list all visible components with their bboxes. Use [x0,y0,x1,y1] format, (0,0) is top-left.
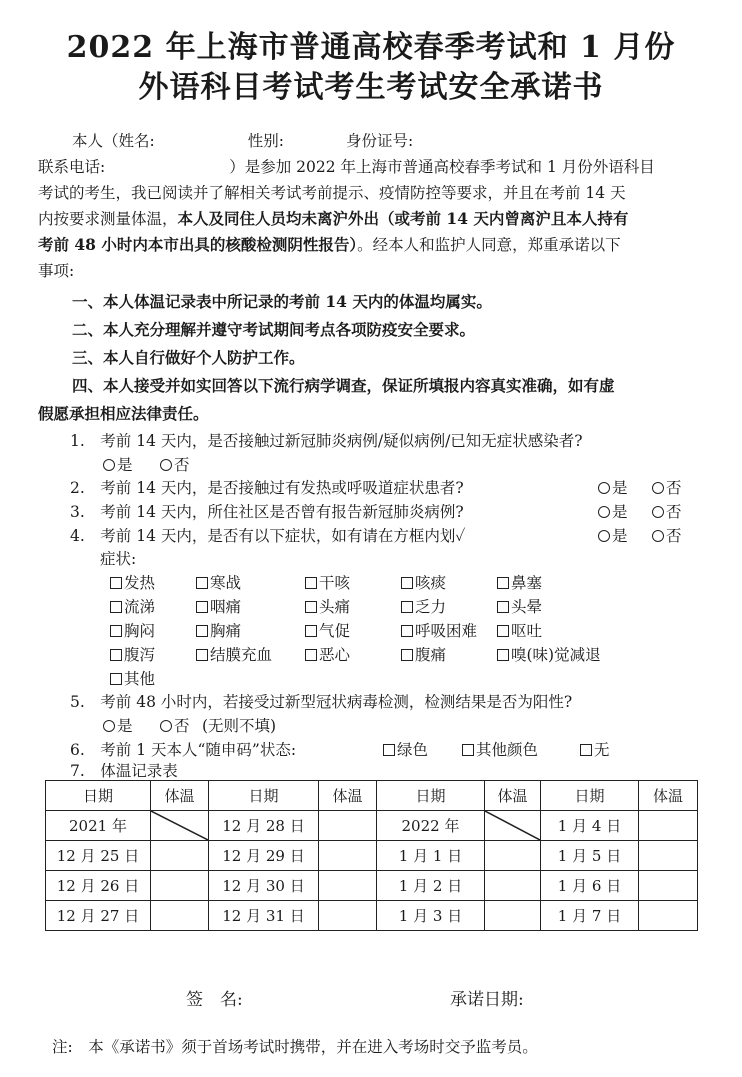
symptom-label: 胸闷 [124,622,156,640]
symptom-abdominal-pain[interactable] [401,645,446,665]
symptom-nasal-congestion[interactable] [497,573,542,593]
question-2: 2. 考前 14 天内，是否接触过有发热或呼吸道症状患者? [70,479,464,497]
pledge-3: 三、本人自行做好个人防护工作。 [72,348,305,367]
temperature-cell[interactable] [639,871,698,901]
q5-note: (无则不填) [202,717,277,735]
intro-line-5 [38,235,621,255]
date-cell: 1 月 3 日 [377,901,485,931]
temperature-cell[interactable] [151,901,209,931]
symptoms-label: 症状: [100,550,137,568]
checkbox-icon [401,577,413,589]
code-green-option[interactable] [383,740,428,760]
symptom-label: 气促 [319,622,351,640]
symptom-fatigue[interactable] [401,597,446,617]
option-label: 否 [174,456,190,474]
symptom-label: 乏力 [415,598,447,616]
date-cell: 1 月 1 日 [377,841,485,871]
option-label: 否 [174,717,190,735]
checkbox-icon [110,649,122,661]
q1-no-option[interactable] [160,455,190,475]
q3-no-option[interactable] [652,502,682,522]
header-date: 日期 [541,781,639,811]
date-cell: 12 月 26 日 [46,871,151,901]
symptom-shortness-of-breath[interactable] [305,621,350,641]
date-cell: 1 月 7 日 [541,901,639,931]
option-label: 否 [666,479,682,497]
checkbox-icon [401,649,413,661]
option-label: 是 [612,479,628,497]
temperature-cell[interactable] [639,841,698,871]
date-cell: 12 月 27 日 [46,901,151,931]
symptom-label: 咽痛 [210,598,242,616]
question-4 [70,526,465,546]
option-label: 否 [666,527,682,545]
q2-no-option[interactable] [652,478,682,498]
question-6: 6. 考前 1 天本人“随申码”状态: [70,741,297,759]
temperature-cell[interactable] [151,841,209,871]
header-temperature: 体温 [319,781,377,811]
radio-circle-icon [652,506,664,518]
checkbox-icon [497,577,509,589]
symptom-label: 呕吐 [511,622,543,640]
checkbox-icon [196,577,208,589]
intro-name-line: 本人（姓名: 性别: 身份证号: [72,132,414,150]
signature-label: 签 名: [186,990,243,1010]
checkbox-icon [110,625,122,637]
checkbox-icon [401,625,413,637]
symptom-label: 腹痛 [415,646,447,664]
option-label: 是 [117,456,133,474]
temperature-cell[interactable] [319,811,377,841]
symptom-diarrhea[interactable] [110,645,155,665]
radio-circle-icon [160,720,172,732]
intro-line-5b: 。经本人和监护人同意，郑重承诺以下 [357,236,621,254]
question-7: 7. 体温记录表 [70,762,178,780]
symptom-sore-throat[interactable] [196,597,241,617]
symptom-sputum[interactable] [401,573,446,593]
intro-phone-line: 联系电话: ）是参加 2022 年上海市普通高校春季考试和 1 月份外语科目 [38,158,655,176]
q5-no-option[interactable] [160,716,190,736]
temperature-cell[interactable] [485,871,541,901]
symptom-chills[interactable] [196,573,241,593]
temperature-cell-disabled [151,811,209,841]
document-title-line1: 2022 年上海市普通高校春季考试和 1 月份 [66,30,676,65]
checkbox-icon [196,625,208,637]
checkbox-icon [196,649,208,661]
radio-circle-icon [652,482,664,494]
temperature-cell[interactable] [639,901,698,931]
q3-yes-option[interactable] [598,502,628,522]
header-temperature: 体温 [151,781,209,811]
header-date: 日期 [377,781,485,811]
header-temperature: 体温 [639,781,698,811]
q2-yes-option[interactable] [598,478,628,498]
radio-circle-icon [652,530,664,542]
checkbox-icon [305,625,317,637]
header-date: 日期 [209,781,319,811]
code-none-option[interactable] [580,740,610,760]
temperature-cell[interactable] [485,841,541,871]
symptom-label: 头晕 [511,598,543,616]
intro-line-3: 考试的考生，我已阅读并了解相关考试考前提示、疫情防控等要求，并且在考前 14 天 [38,184,626,202]
question-4-text: 4. 考前 14 天内，是否有以下症状，如有请在方框内划 [70,527,456,545]
q1-yes-option[interactable] [103,455,133,475]
intro-line-4b: 本人及同住人员均未离沪外出（或考前 14 天内曾离沪且本人持有 [177,209,629,228]
intro-line-6: 事项: [38,262,75,280]
checkbox-icon [305,649,317,661]
symptom-label: 头痛 [319,598,351,616]
symptom-conjunctival-congestion[interactable] [196,645,272,665]
symptom-dizziness[interactable] [497,597,542,617]
diagonal-slash-icon [151,811,208,840]
temperature-record-table [45,780,698,931]
date-cell: 1 月 5 日 [541,841,639,871]
intro-line-4a: 内按要求测量体温， [38,210,178,228]
code-other-color-option[interactable] [462,740,538,760]
symptom-smell-taste-loss[interactable] [497,645,601,665]
radio-circle-icon [598,482,610,494]
checkbox-icon [305,601,317,613]
radio-circle-icon [160,459,172,471]
radio-circle-icon [598,530,610,542]
date-cell: 12 月 31 日 [209,901,319,931]
checkbox-icon [497,601,509,613]
checkbox-icon [401,601,413,613]
diagonal-slash-icon [485,811,540,840]
checkbox-icon [497,649,509,661]
symptom-headache[interactable] [305,597,350,617]
checkbox-icon [462,744,474,756]
symptom-label: 流涕 [124,598,156,616]
option-label: 其他颜色 [476,741,539,759]
symptom-label: 其他 [124,670,156,688]
checkbox-icon [110,601,122,613]
symptom-label: 寒战 [210,574,242,592]
table-row [46,871,698,901]
table-header-row [46,781,698,811]
intro-line-4 [38,209,628,229]
option-label: 否 [666,503,682,521]
table-row [46,901,698,931]
temperature-cell[interactable] [319,901,377,931]
footer-note: 注: 本《承诺书》须于首场考试时携带，并在进入考场时交予监考员。 [52,1038,538,1056]
date-cell: 1 月 2 日 [377,871,485,901]
q4-yes-option[interactable] [598,526,628,546]
symptom-runny-nose[interactable] [110,597,155,617]
option-label: 无 [594,741,610,759]
pledge-4-line1: 四、本人接受并如实回答以下流行病学调查，保证所填报内容真实准确，如有虚 [72,376,615,395]
symptom-label: 嗅(味)觉减退 [511,646,601,664]
date-cell: 1 月 4 日 [541,811,639,841]
question-5: 5. 考前 48 小时内，若接受过新型冠状病毒检测，检测结果是否为阳性? [70,693,573,711]
symptom-label: 咳痰 [415,574,447,592]
table-row [46,841,698,871]
symptom-other[interactable] [110,669,155,689]
document-title-line2: 外语科目考试考生考试安全承诺书 [138,70,604,105]
temperature-cell[interactable] [639,811,698,841]
symptom-label: 干咳 [319,574,351,592]
checkbox-icon [383,744,395,756]
date-cell: 2022 年 [377,811,485,841]
pledge-2: 二、本人充分理解并遵守考试期间考点各项防疫安全要求。 [72,320,476,339]
date-cell: 12 月 29 日 [209,841,319,871]
symptom-dry-cough[interactable] [305,573,350,593]
temperature-cell[interactable] [151,871,209,901]
date-cell: 12 月 25 日 [46,841,151,871]
radio-circle-icon [598,506,610,518]
date-cell: 2021 年 [46,811,151,841]
symptom-dyspnea[interactable] [401,621,477,641]
symptom-nausea[interactable] [305,645,350,665]
symptom-vomiting[interactable] [497,621,542,641]
symptom-label: 呼吸困难 [415,622,478,640]
checkbox-icon [497,625,509,637]
pledge-4-line2: 假愿承担相应法律责任。 [38,404,209,423]
radio-circle-icon [103,720,115,732]
date-cell: 12 月 30 日 [209,871,319,901]
temperature-cell[interactable] [319,871,377,901]
pledge-1: 一、本人体温记录表中所记录的考前 14 天内的体温均属实。 [72,292,492,311]
symptom-fever[interactable] [110,573,155,593]
temperature-cell[interactable] [319,841,377,871]
header-temperature: 体温 [485,781,541,811]
pledge-date-label: 承诺日期: [450,990,524,1010]
q4-no-option[interactable] [652,526,682,546]
symptom-label: 鼻塞 [511,574,543,592]
option-label: 是 [612,527,628,545]
symptom-chest-tightness[interactable] [110,621,155,641]
intro-line-5a: 考前 48 小时内本市出具的核酸检测阴性报告） [38,235,358,254]
symptom-label: 腹泻 [124,646,156,664]
question-3: 3. 考前 14 天内，所住社区是否曾有报告新冠肺炎病例? [70,503,464,521]
checkbox-icon [580,744,592,756]
option-label: 是 [612,503,628,521]
radio-circle-icon [103,459,115,471]
header-date: 日期 [46,781,151,811]
checkbox-icon [305,577,317,589]
symptom-label: 结膜充血 [210,646,273,664]
table-row [46,811,698,841]
q5-yes-option[interactable] [103,716,133,736]
symptom-label: 发热 [124,574,156,592]
temperature-cell[interactable] [485,901,541,931]
checkbox-icon [110,673,122,685]
date-cell: 12 月 28 日 [209,811,319,841]
date-cell: 1 月 6 日 [541,871,639,901]
checkmark-icon: ✓ [455,527,466,545]
checkbox-icon [110,577,122,589]
symptom-chest-pain[interactable] [196,621,241,641]
option-label: 是 [117,717,133,735]
option-label: 绿色 [397,741,429,759]
symptom-label: 胸痛 [210,622,242,640]
temperature-cell-disabled [485,811,541,841]
symptom-label: 恶心 [319,646,351,664]
checkbox-icon [196,601,208,613]
question-1: 1. 考前 14 天内，是否接触过新冠肺炎病例/疑似病例/已知无症状感染者? [70,432,583,450]
